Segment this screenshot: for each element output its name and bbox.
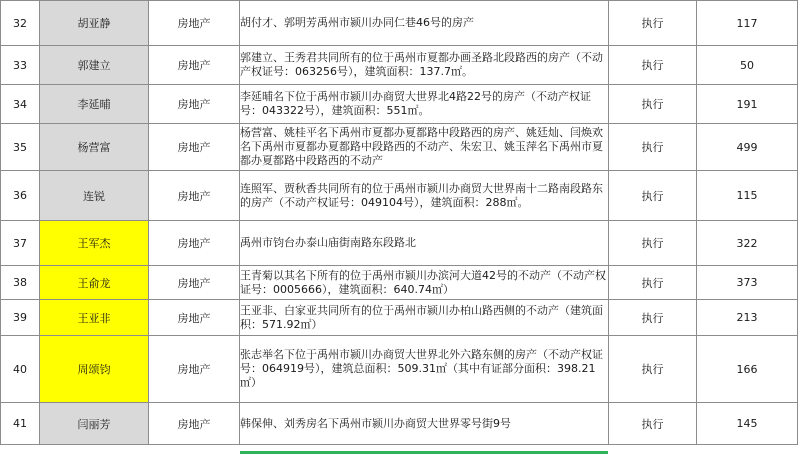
- asset-type: 房地产: [149, 336, 240, 403]
- asset-type: 房地产: [149, 300, 240, 336]
- table-row: [1, 46, 798, 85]
- row-number: 36: [1, 171, 40, 221]
- row-number: 35: [1, 124, 40, 171]
- asset-type: 房地产: [149, 1, 240, 46]
- amount-cell: 213: [697, 300, 798, 336]
- table-row: [1, 124, 798, 171]
- status-cell: 执行: [609, 300, 697, 336]
- bottom-accent-bar: [240, 451, 608, 454]
- person-name: 胡亚静: [40, 1, 149, 46]
- status-cell: 执行: [609, 336, 697, 403]
- amount-cell: 191: [697, 85, 798, 124]
- amount-cell: 50: [697, 46, 798, 85]
- assets-table-body: [1, 1, 798, 445]
- table-row: [1, 221, 798, 266]
- status-cell: 执行: [609, 266, 697, 300]
- asset-type: 房地产: [149, 85, 240, 124]
- amount-cell: 115: [697, 171, 798, 221]
- status-cell: 执行: [609, 403, 697, 445]
- person-name: 王军杰: [40, 221, 149, 266]
- asset-description: 张志举名下位于禹州市颍川办商贸大世界北外六路东侧的房产（不动产权证号：064919号），建筑总面积：509.31㎡（其中有证部分面积：398.21㎡）: [240, 336, 609, 403]
- asset-description: 韩保伸、刘秀房名下禹州市颍川办商贸大世界零号街9号: [240, 403, 609, 445]
- table-row: [1, 403, 798, 445]
- asset-type: 房地产: [149, 221, 240, 266]
- row-number: 38: [1, 266, 40, 300]
- row-number: 34: [1, 85, 40, 124]
- table-row: [1, 85, 798, 124]
- table-row: [1, 336, 798, 403]
- row-number: 41: [1, 403, 40, 445]
- amount-cell: 499: [697, 124, 798, 171]
- status-cell: 执行: [609, 1, 697, 46]
- amount-cell: 322: [697, 221, 798, 266]
- asset-description: 胡付才、郭明芳禹州市颍川办同仁巷46号的房产: [240, 1, 609, 46]
- asset-description: 李延晡名下位于禹州市颍川办商贸大世界北4路22号的房产（不动产权证号：043322号），建筑面积：551㎡。: [240, 85, 609, 124]
- person-name: 闫丽芳: [40, 403, 149, 445]
- asset-description: 禹州市钧台办泰山庙街南路东段路北: [240, 221, 609, 266]
- asset-type: 房地产: [149, 403, 240, 445]
- table-row: [1, 266, 798, 300]
- person-name: 郭建立: [40, 46, 149, 85]
- asset-type: 房地产: [149, 266, 240, 300]
- table-row: [1, 1, 798, 46]
- asset-description: 郭建立、王秀君共同所有的位于禹州市夏都办画圣路北段路西的房产（不动产权证号：063256号），建筑面积：137.7㎡。: [240, 46, 609, 85]
- asset-description: 杨营富、姚桂平名下禹州市夏都办夏都路中段路西的房产、姚廷灿、闫焕欢名下禹州市夏都办夏都路中段路西的不动产、朱宏卫、姚玉萍名下禹州市夏都办夏都路中段路西的不动产: [240, 124, 609, 171]
- asset-type: 房地产: [149, 124, 240, 171]
- row-number: 32: [1, 1, 40, 46]
- asset-description: 王青菊以其名下所有的位于禹州市颍川办滨河大道42号的不动产（不动产权证号：0005666），建筑面积：640.74㎡）: [240, 266, 609, 300]
- asset-description: 王亚非、白家亚共同所有的位于禹州市颍川办柏山路西侧的不动产（建筑面积：571.92㎡）: [240, 300, 609, 336]
- row-number: 37: [1, 221, 40, 266]
- amount-cell: 117: [697, 1, 798, 46]
- table-row: [1, 171, 798, 221]
- row-number: 40: [1, 336, 40, 403]
- row-number: 33: [1, 46, 40, 85]
- asset-type: 房地产: [149, 171, 240, 221]
- status-cell: 执行: [609, 171, 697, 221]
- status-cell: 执行: [609, 46, 697, 85]
- person-name: 杨营富: [40, 124, 149, 171]
- person-name: 周颂钧: [40, 336, 149, 403]
- status-cell: 执行: [609, 124, 697, 171]
- person-name: 王亚非: [40, 300, 149, 336]
- person-name: 李延晡: [40, 85, 149, 124]
- person-name: 王俞龙: [40, 266, 149, 300]
- status-cell: 执行: [609, 85, 697, 124]
- status-cell: 执行: [609, 221, 697, 266]
- table-row: [1, 300, 798, 336]
- amount-cell: 145: [697, 403, 798, 445]
- amount-cell: 166: [697, 336, 798, 403]
- asset-description: 连照军、贾秋香共同所有的位于禹州市颍川办商贸大世界南十二路南段路东的房产（不动产权证号：049104号），建筑面积：288㎡。: [240, 171, 609, 221]
- asset-type: 房地产: [149, 46, 240, 85]
- row-number: 39: [1, 300, 40, 336]
- amount-cell: 373: [697, 266, 798, 300]
- person-name: 连锐: [40, 171, 149, 221]
